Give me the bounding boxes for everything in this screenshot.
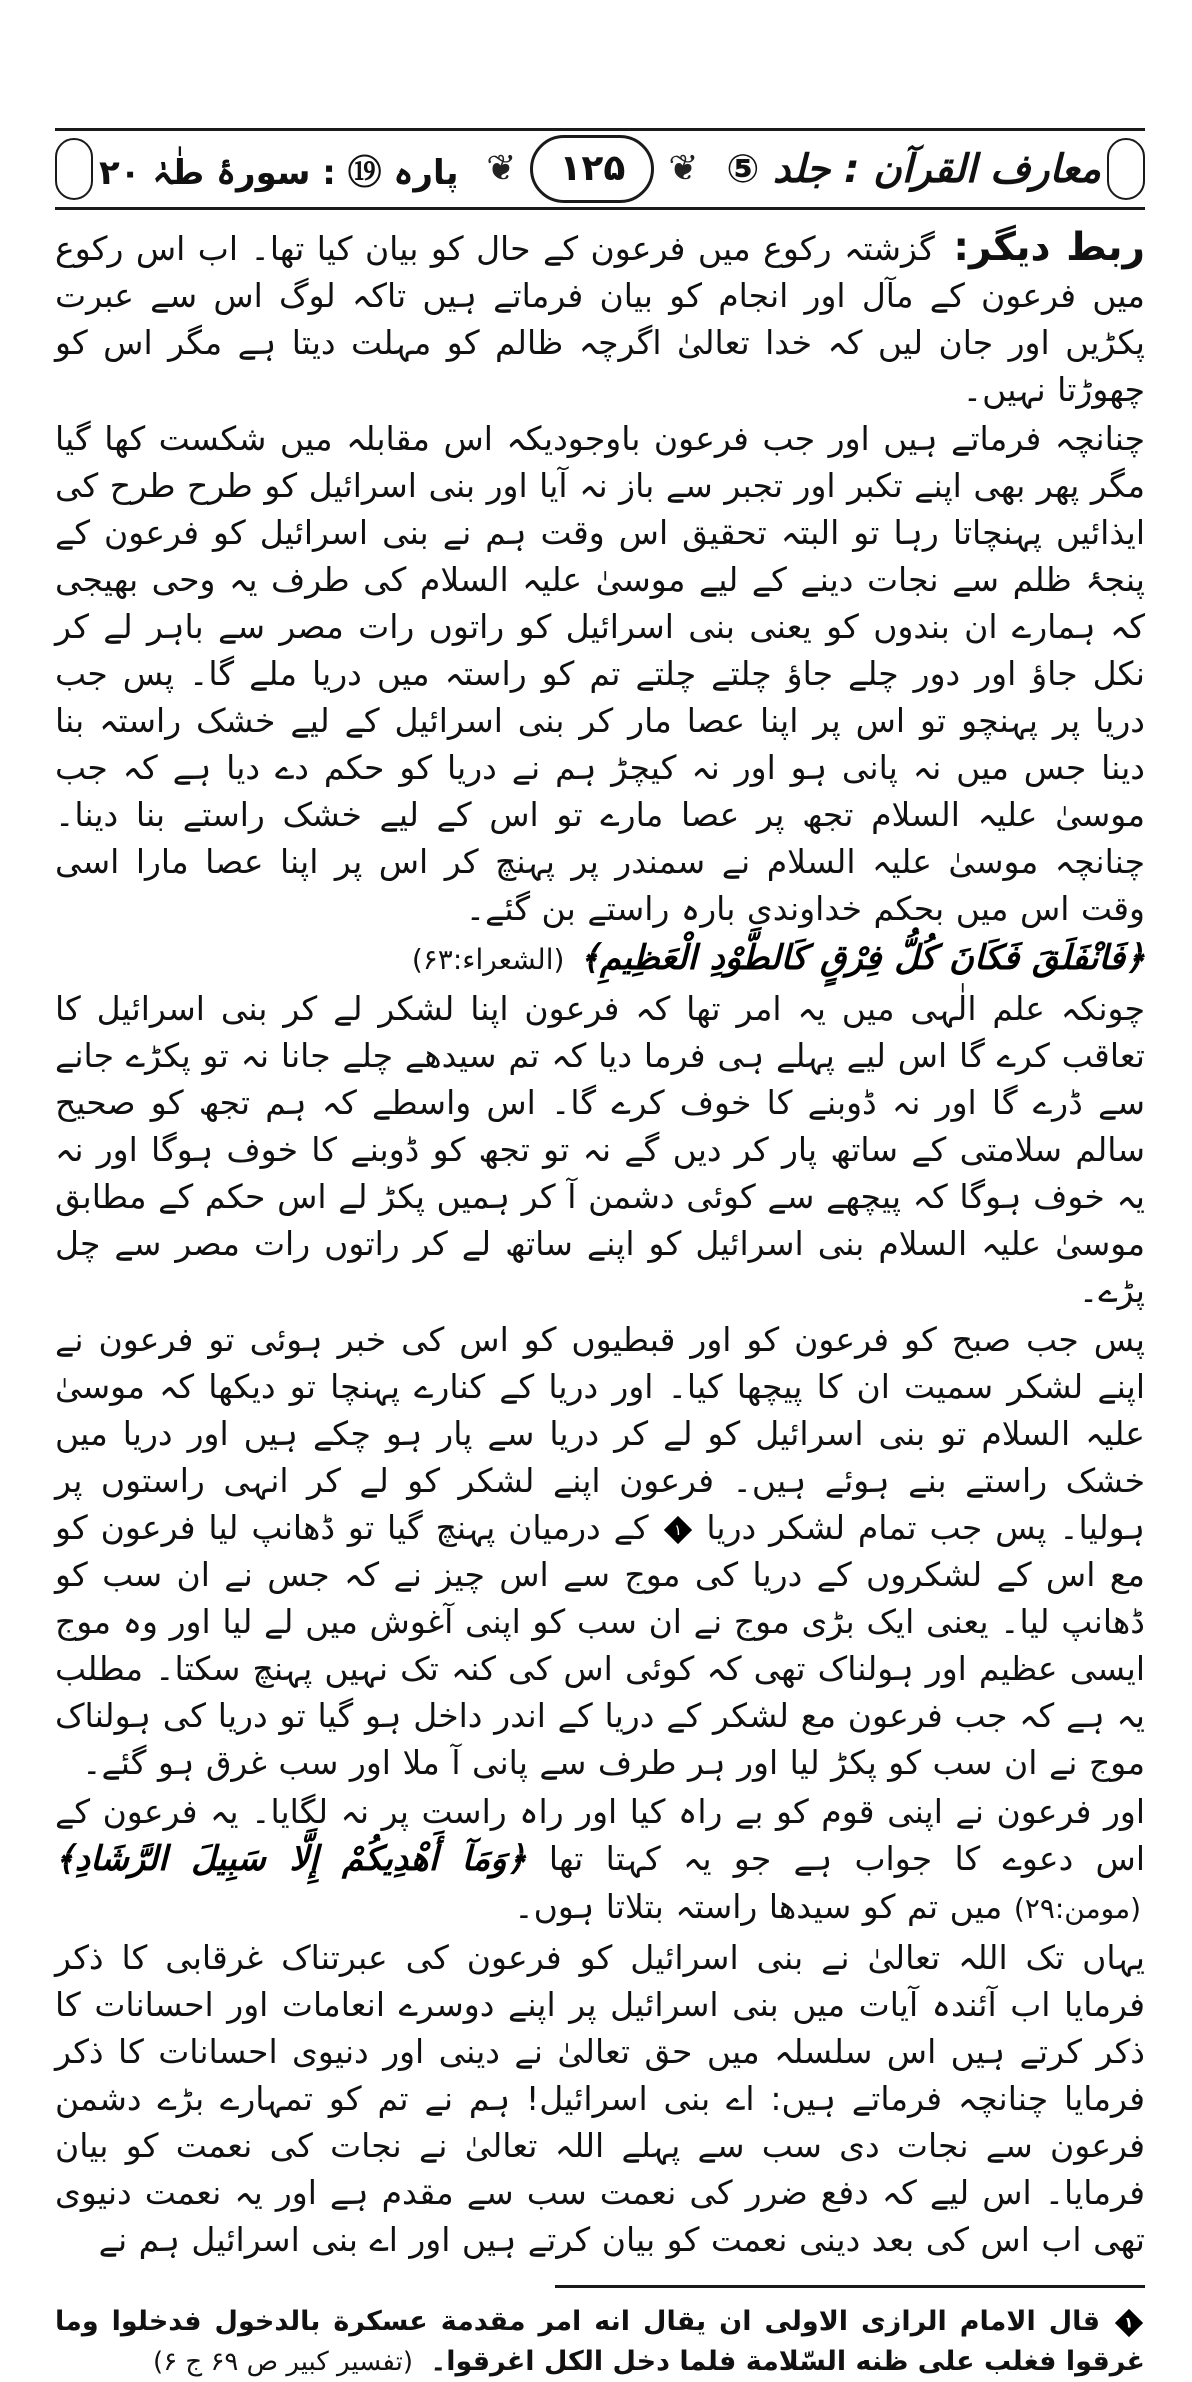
footnote xyxy=(55,2302,1145,2382)
footnote-marker-icon xyxy=(663,1515,691,1543)
quran-verse-2-reference: (مومن:۲۹) xyxy=(1013,1892,1141,1925)
paragraph-4-text-a: پس جب صبح کو فرعون کو اور قبطیوں کو اس کی خبر ہوئی تو فرعون نے اپنے لشکر سمیت ان کا پیچھا کیا۔ اور دریا کے کنارے پہنچا تو دیکھا کہ موسیٰ علیہ السلام تو بنی اسرائیل کو لے کر دریا سے پار ہو چکے ہیں اور دریا میں خشک راستے بنے ہوئے ہیں۔ فرعون اپنے لشکر کو لے کر انہی راستوں پر ہولیا۔ پس جب تمام لشکر دریا xyxy=(55,1320,1146,1547)
paragraph-4 xyxy=(55,1316,1145,1786)
footnote-source: (تفسیر کبیر ص ۶۹ ج ۶) xyxy=(153,2347,413,2377)
footnote-text: قال الامام الرازی الاولی ان یقال انه امر مقدمة عسكرة بالدخول فدخلوا وما غرقوا فغلب علی ظنه السّلامة فلما دخل الكل اغرقوا۔ xyxy=(55,2306,1145,2377)
footnote-marker-number: ۱ xyxy=(673,1520,682,1539)
footnote-divider xyxy=(555,2285,1145,2288)
section-heading: ربط دیگر: xyxy=(953,225,1145,270)
book-page xyxy=(55,128,1146,2377)
paragraph-2: چنانچہ فرماتے ہیں اور جب فرعون باوجودیکہ اس مقابلہ میں شکست کھا گیا مگر پھر بھی اپنے تکبر اور تجبر سے باز نہ آیا اور بنی اسرائیل کو طرح طرح کی ایذائیں پہنچاتا رہا تو البتہ تحقیق اس وقت ہم نے بنی اسرائیل کو فرعون کے پنجۂ ظلم سے نجات دینے کے لیے موسیٰ علیہ السلام کی طرف یہ وحی بھیجی کہ ہمارے ان بندوں کو یعنی بنی اسرائیل کو راتوں رات مصر سے باہر لے کر نکل جاؤ اور دور چلے جاؤ چلتے چلتے تم کو راستہ میں دریا ملے گا۔ پس جب دریا پر پہنچو تو اس پر اپنا عصا مار کر بنی اسرائیل کے لیے خشک راستہ بنا دینا جس میں نہ پانی ہو اور نہ کیچڑ ہم نے دریا کو حکم دے دیا ہے کہ جب موسیٰ علیہ السلام تجھ پر عصا مارے تو اس کے لیے خشک راستے بنا دینا۔ چنانچہ موسیٰ علیہ السلام نے سمندر پر پہنچ کر اس پر اپنا عصا مارا اسی وقت اس میں بحکم خداوندی بارہ راستے بن گئے۔ xyxy=(55,419,1145,928)
footnote-bottom-marker-number: ۱ xyxy=(1124,2313,1134,2332)
paragraph-5-text-a: اور فرعون نے اپنی قوم کو بے راہ کیا اور راہ راست پر نہ لگایا۔ یہ فرعون کے اس دعوے کا جواب ہے جو یہ کہتا تھا xyxy=(55,1792,1145,1878)
paragraph-4-text-b: کے درمیان پہنچ گیا تو ڈھانپ لیا فرعون کو مع اس کے لشکروں کے دریا کی موج سے اس چیز نے کہ جس نے ان سب کو ڈھانپ لیا۔ یعنی ایک بڑی موج نے ان سب کو اپنی آغوش میں لے لیا اور وہ موج ایسی عظیم اور ہولناک تھی کہ کوئی اس کی کنہ تک نہیں پہنچ سکتا۔ مطلب یہ ہے کہ جب فرعون مع لشکر کے دریا کے اندر داخل ہو گیا تو دریا کی ہولناک موج نے ان سب کو پکڑ لیا اور ہر طرف سے پانی آ ملا اور سب غرق ہو گئے۔ xyxy=(55,1508,1145,1782)
page-number: ۱۲۵ xyxy=(530,135,654,203)
paragraph-5 xyxy=(55,1788,1145,1932)
para-surah-label: پارہ ⑲ : سورۂ طٰہٰ ۲۰ xyxy=(99,152,459,193)
paragraph-6: یہاں تک اللہ تعالیٰ نے بنی اسرائیل کو فرعون کی عبرتناک غرقابی کا ذکر فرمایا اب آئندہ آیات میں بنی اسرائیل پر اپنے دوسرے انعامات اور احسانات کا ذکر کرتے ہیں اس سلسلہ میں حق تعالیٰ نے دینی اور دنیوی احسانات کا ذکر فرمایا چنانچہ فرماتے ہیں: اے بنی اسرائیل! ہم نے تم کو تمہارے بڑے دشمن فرعون سے نجات دی سب سے پہلے اللہ تعالیٰ نے نجات کی نعمت کو بیان فرمایا۔ اس لیے کہ دفع ضرر کی نعمت سب سے مقدم ہے اور یہ نعمت دنیوی تھی اب اس کی بعد دینی نعمت کو بیان کرتے ہیں اور اے بنی اسرائیل ہم نے xyxy=(55,1938,1145,2259)
quran-verse-1-text: ﴿فَانْفَلَقَ فَكَانَ كُلُّ فِرْقٍ كَالطَّوْدِ الْعَظِيمِ﴾ xyxy=(579,938,1145,978)
paragraph-5-text-b: میں تم کو سیدھا راستہ بتلاتا ہوں۔ xyxy=(514,1887,1003,1926)
quran-verse-1 xyxy=(55,934,1145,983)
paragraph-3: چونکہ علم الٰہی میں یہ امر تھا کہ فرعون اپنا لشکر لے کر بنی اسرائیل کا تعاقب کرے گا اس لیے پہلے ہی فرما دیا کہ تم سیدھے چلے جانا نہ تو پکڑے جانے سے ڈرے گا اور نہ ڈوبنے کا خوف کرے گا۔ اس واسطے کہ ہم تجھ کو صحیح سالم سلامتی کے ساتھ پار کر دیں گے نہ تو تجھ کو ڈوبنے کا خوف ہوگا اور نہ یہ خوف ہوگا کہ پیچھے سے کوئی دشمن آ کر ہمیں پکڑ لے اس حکم کے مطابق موسیٰ علیہ السلام بنی اسرائیل کو اپنے ساتھ لے کر راتوں رات مصر سے چل پڑے۔ xyxy=(55,989,1145,1310)
paragraph-1 xyxy=(55,224,1145,413)
left-ornament-icon: ❦ xyxy=(486,148,517,189)
paragraph-1-text: گزشتہ رکوع میں فرعون کے حال کو بیان کیا تھا۔ اب اس رکوع میں فرعون کے مآل اور انجام کو بیان فرماتے ہیں تاکہ لوگ اس سے عبرت پکڑیں اور جان لیں کہ خدا تعالیٰ اگرچہ ظالم کو مہلت دیتا ہے مگر اس کو چھوڑتا نہیں۔ xyxy=(55,229,1145,409)
page-number-badge xyxy=(486,135,698,203)
book-title: معارف القرآن : جلد ⑤ xyxy=(726,146,1101,192)
quran-verse-1-reference: (الشعراء:۶۳) xyxy=(411,943,565,976)
footnote-bottom-marker-icon xyxy=(1115,2308,1143,2336)
right-ornament-icon: ❦ xyxy=(668,148,699,189)
main-text xyxy=(55,224,1145,2263)
page-header xyxy=(55,128,1145,210)
quran-verse-2-text: ﴿وَمَآ أَهْدِيكُمْ إِلَّا سَبِيلَ الرَّشَادِ﴾ xyxy=(55,1839,527,1879)
